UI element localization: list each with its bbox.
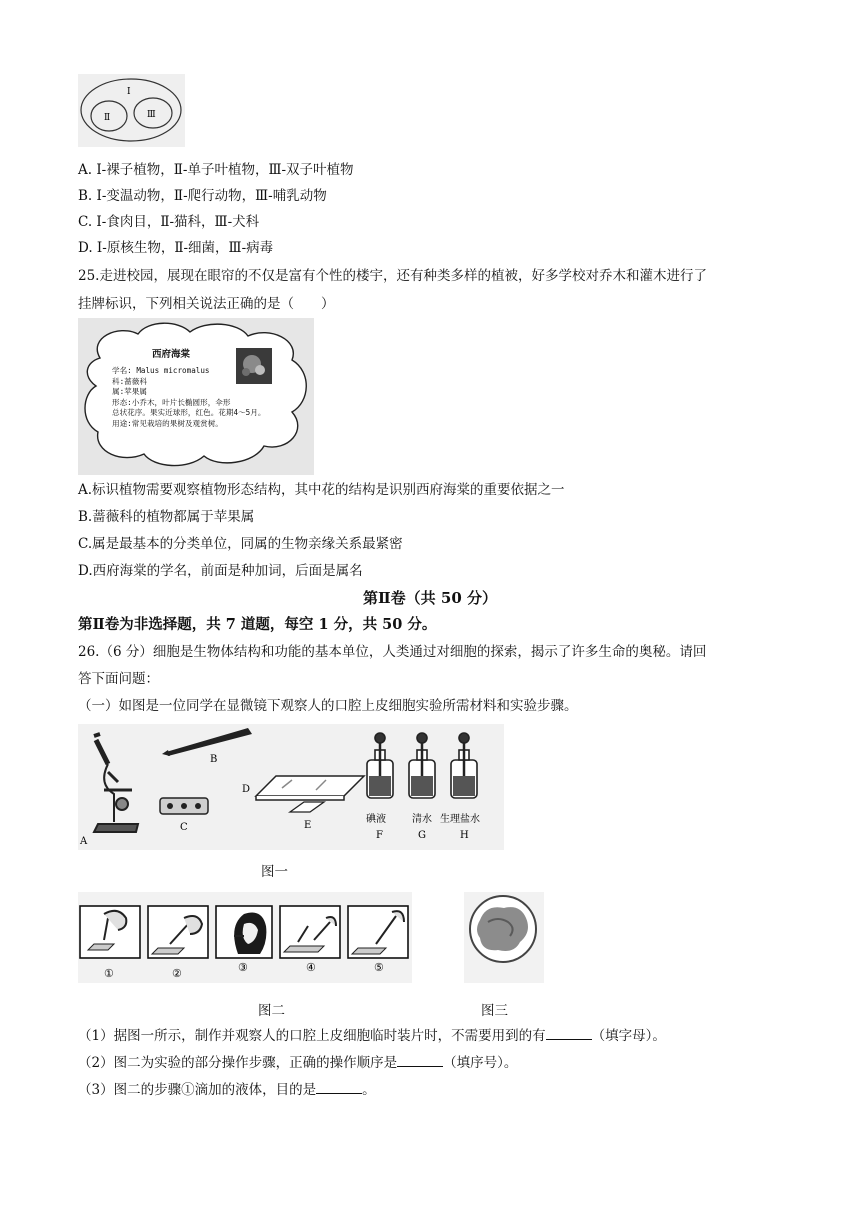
q25-stem-line1: 25.走进校园，展现在眼帘的不仅是富有个性的楼宇，还有种类多样的植被，好多学校对乔木和灌木进行了: [78, 268, 707, 284]
figure-2-steps: [78, 892, 412, 983]
q26-question-2: [78, 1052, 517, 1073]
venn-label-1: Ⅰ: [127, 87, 131, 97]
q26-question-1: [78, 1025, 666, 1046]
figure-2-caption: 图二: [258, 1003, 285, 1019]
q26-q3-suffix: 。: [362, 1082, 376, 1098]
q25-option-c: C.属是最基本的分类单位，同属的生物亲缘关系最紧密: [78, 536, 403, 552]
part2-heading: 第Ⅱ卷（共 50 分）: [363, 589, 497, 607]
sign-line: 形态:小乔木，叶片长椭圆形，伞形: [112, 397, 231, 407]
sign-text: [112, 366, 265, 429]
q24-option-a: A. Ⅰ-裸子植物，Ⅱ-单子叶植物，Ⅲ-双子叶植物: [78, 162, 354, 178]
figure-1-caption: 图一: [261, 864, 288, 880]
step-3-number: ③: [238, 961, 248, 974]
sign-line: 用途:常见栽培的果树及观赏树。: [112, 418, 223, 428]
sign-line: 总状花序。果实近球形，红色。花期4～5月。: [112, 408, 266, 417]
microscope-icon: [94, 734, 138, 832]
figure-3-caption: 图三: [481, 1003, 508, 1019]
venn-diagram-figure: [78, 74, 185, 147]
figure-3-cell-view: [464, 892, 544, 983]
q26-stem-line2: 答下面问题：: [78, 671, 159, 687]
sign-line: 属:苹果属: [112, 387, 147, 396]
fig1-label-c: C: [180, 822, 188, 833]
figure-1-materials: [78, 724, 504, 850]
razor-blade-icon: [160, 798, 208, 814]
sign-line: 学名: Malus micromalus: [112, 366, 210, 375]
q26-q2-text: （2）图二为实验的部分操作步骤，正确的操作顺序是: [78, 1055, 398, 1071]
q26-q1-text: （1）据图一所示，制作并观察人的口腔上皮细胞临时装片时，不需要用到的有: [78, 1028, 546, 1044]
venn-label-3: Ⅲ: [147, 110, 156, 120]
forceps-icon: [162, 728, 252, 756]
fig1-label-b: B: [210, 754, 218, 765]
q24-option-d: D. Ⅰ-原核生物，Ⅱ-细菌，Ⅲ-病毒: [78, 240, 274, 256]
fig1-label-d: D: [242, 784, 251, 795]
q24-option-b: B. Ⅰ-变温动物，Ⅱ-爬行动物，Ⅲ-哺乳动物: [78, 188, 327, 204]
glass-slide-icon: [256, 776, 364, 800]
fig1-label-h: H: [460, 830, 469, 841]
fig1-label-f: F: [376, 830, 383, 841]
plant-sign-figure: [78, 318, 314, 475]
fig1-name-h: 生理盐水: [440, 814, 480, 825]
q26-stem-line1: 26.（6 分）细胞是生物体结构和功能的基本单位，人类通过对细胞的探索，揭示了许多生命的奥秘。请回: [78, 644, 707, 660]
q26-q1-answer-blank[interactable]: [546, 1025, 592, 1040]
fig1-name-f: 碘液: [366, 814, 386, 825]
q24-option-c: C. Ⅰ-食肉目，Ⅱ-猫科，Ⅲ-犬科: [78, 214, 260, 230]
fig1-label-e: E: [304, 820, 312, 831]
q26-q2-answer-blank[interactable]: [397, 1052, 443, 1067]
coverslip-icon: [290, 802, 324, 812]
fig1-label-g: G: [418, 830, 426, 841]
step-2-number: ②: [172, 967, 182, 980]
q26-q1-suffix: （填字母）。: [591, 1028, 666, 1044]
part2-subheading: 第Ⅱ卷为非选择题，共 7 道题，每空 1 分，共 50 分。: [78, 616, 437, 633]
venn-label-2: Ⅱ: [104, 113, 111, 123]
venn-outer-ellipse: [81, 79, 181, 141]
sign-title: 西府海棠: [152, 349, 191, 360]
q25-option-a: A.标识植物需要观察植物形态结构，其中花的结构是识别西府海棠的重要依据之一: [78, 482, 565, 498]
q25-stem-line2: 挂牌标识，下列相关说法正确的是（ ）: [78, 296, 335, 312]
step-5-number: ⑤: [374, 961, 384, 974]
step-1-number: ①: [104, 967, 114, 980]
step-4-number: ④: [306, 961, 316, 974]
fig1-name-g: 清水: [412, 814, 432, 825]
sign-line: 科:蔷薇科: [112, 376, 147, 386]
q25-option-d: D.西府海棠的学名，前面是种加词，后面是属名: [78, 563, 363, 579]
q26-q3-answer-blank[interactable]: [316, 1079, 362, 1094]
q26-question-3: [78, 1079, 376, 1100]
q26-q2-suffix: （填序号）。: [443, 1055, 518, 1071]
q26-sub1: （一）如图是一位同学在显微镜下观察人的口腔上皮细胞实验所需材料和实验步骤。: [78, 698, 578, 714]
fig1-label-a: A: [80, 836, 88, 847]
q25-option-b: B.蔷薇科的植物都属于苹果属: [78, 509, 255, 525]
q26-q3-text: （3）图二的步骤①滴加的液体，目的是: [78, 1082, 317, 1098]
